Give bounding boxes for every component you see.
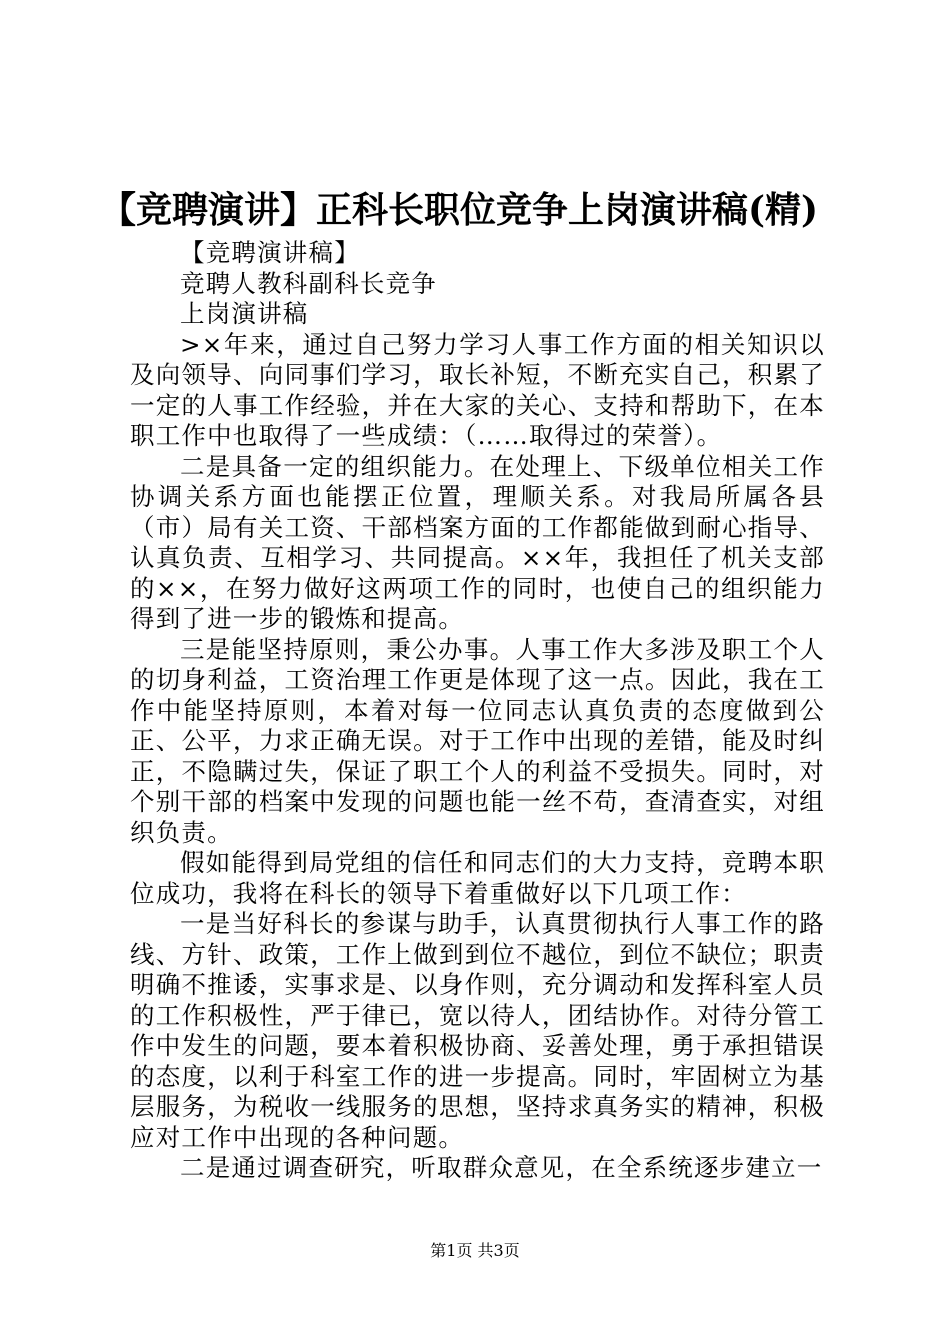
document-title: 【竞聘演讲】正科长职位竞争上岗演讲稿(精) [100, 189, 819, 231]
paragraph-intro: >×年来，通过自己努力学习人事工作方面的相关知识以及向领导、向同事们学习，取长补短，不断充实自己，积累了一定的人事工作经验，并在大家的关心、支持和帮助下，在本职工作中也取得了一些成绩：（……取得过的荣誉）。 [130, 329, 825, 450]
paragraph-plan-intro: 假如能得到局党组的信任和同志们的大力支持，竞聘本职位成功，我将在科长的领导下着重做好以下几项工作： [130, 848, 825, 908]
paragraph-plan-one: 一是当好科长的参谋与助手，认真贯彻执行人事工作的路线、方针、政策，工作上做到到位不越位，到位不缺位；职责明确不推诿，实事求是、以身作则，充分调动和发挥科室人员的工作积极性，严于律已，宽以待人，团结协作。对待分管工作中发生的问题，要本着积极协商、妥善处理，勇于承担错误的态度，以利于科室工作的进一步提高。同时，牢固树立为基层服务，为税收一线服务的思想，坚持求真务实的精神，积极应对工作中出现的各种问题。 [130, 909, 825, 1152]
paragraph-candidate-line: 竞聘人教科副科长竞争 [180, 268, 437, 298]
paragraph-principles: 三是能坚持原则，秉公办事。人事工作大多涉及职工个人的切身利益，工资治理工作更是体现了这一点。因此，我在工作中能坚持原则，本着对每一位同志认真负责的态度做到公正、公平，力求正确无误。对于工作中出现的差错，能及时纠正，不隐瞒过失，保证了职工个人的利益不受损失。同时，对个别干部的档案中发现的问题也能一丝不苟，查清查实，对组织负责。 [130, 634, 825, 847]
document-body [130, 238, 825, 1184]
paragraph-speech-label: 上岗演讲稿 [180, 299, 309, 328]
paragraph-organization-ability: 二是具备一定的组织能力。在处理上、下级单位相关工作协调关系方面也能摆正位置，理顺关系。对我局所属各县（市）局有关工资、干部档案方面的工作都能做到耐心指导、认真负责、互相学习、共同提高。××年，我担任了机关支部的××，在努力做好这两项工作的同时，也使自己的组织能力得到了进一步的锻炼和提高。 [130, 451, 825, 633]
paragraph-heading-tag: 【竞聘演讲稿】 [180, 238, 360, 267]
paragraph-plan-two: 二是通过调查研究，听取群众意见，在全系统逐步建立一 [180, 1153, 823, 1182]
page-number-footer: 第1页 共3页 [430, 1241, 520, 1260]
